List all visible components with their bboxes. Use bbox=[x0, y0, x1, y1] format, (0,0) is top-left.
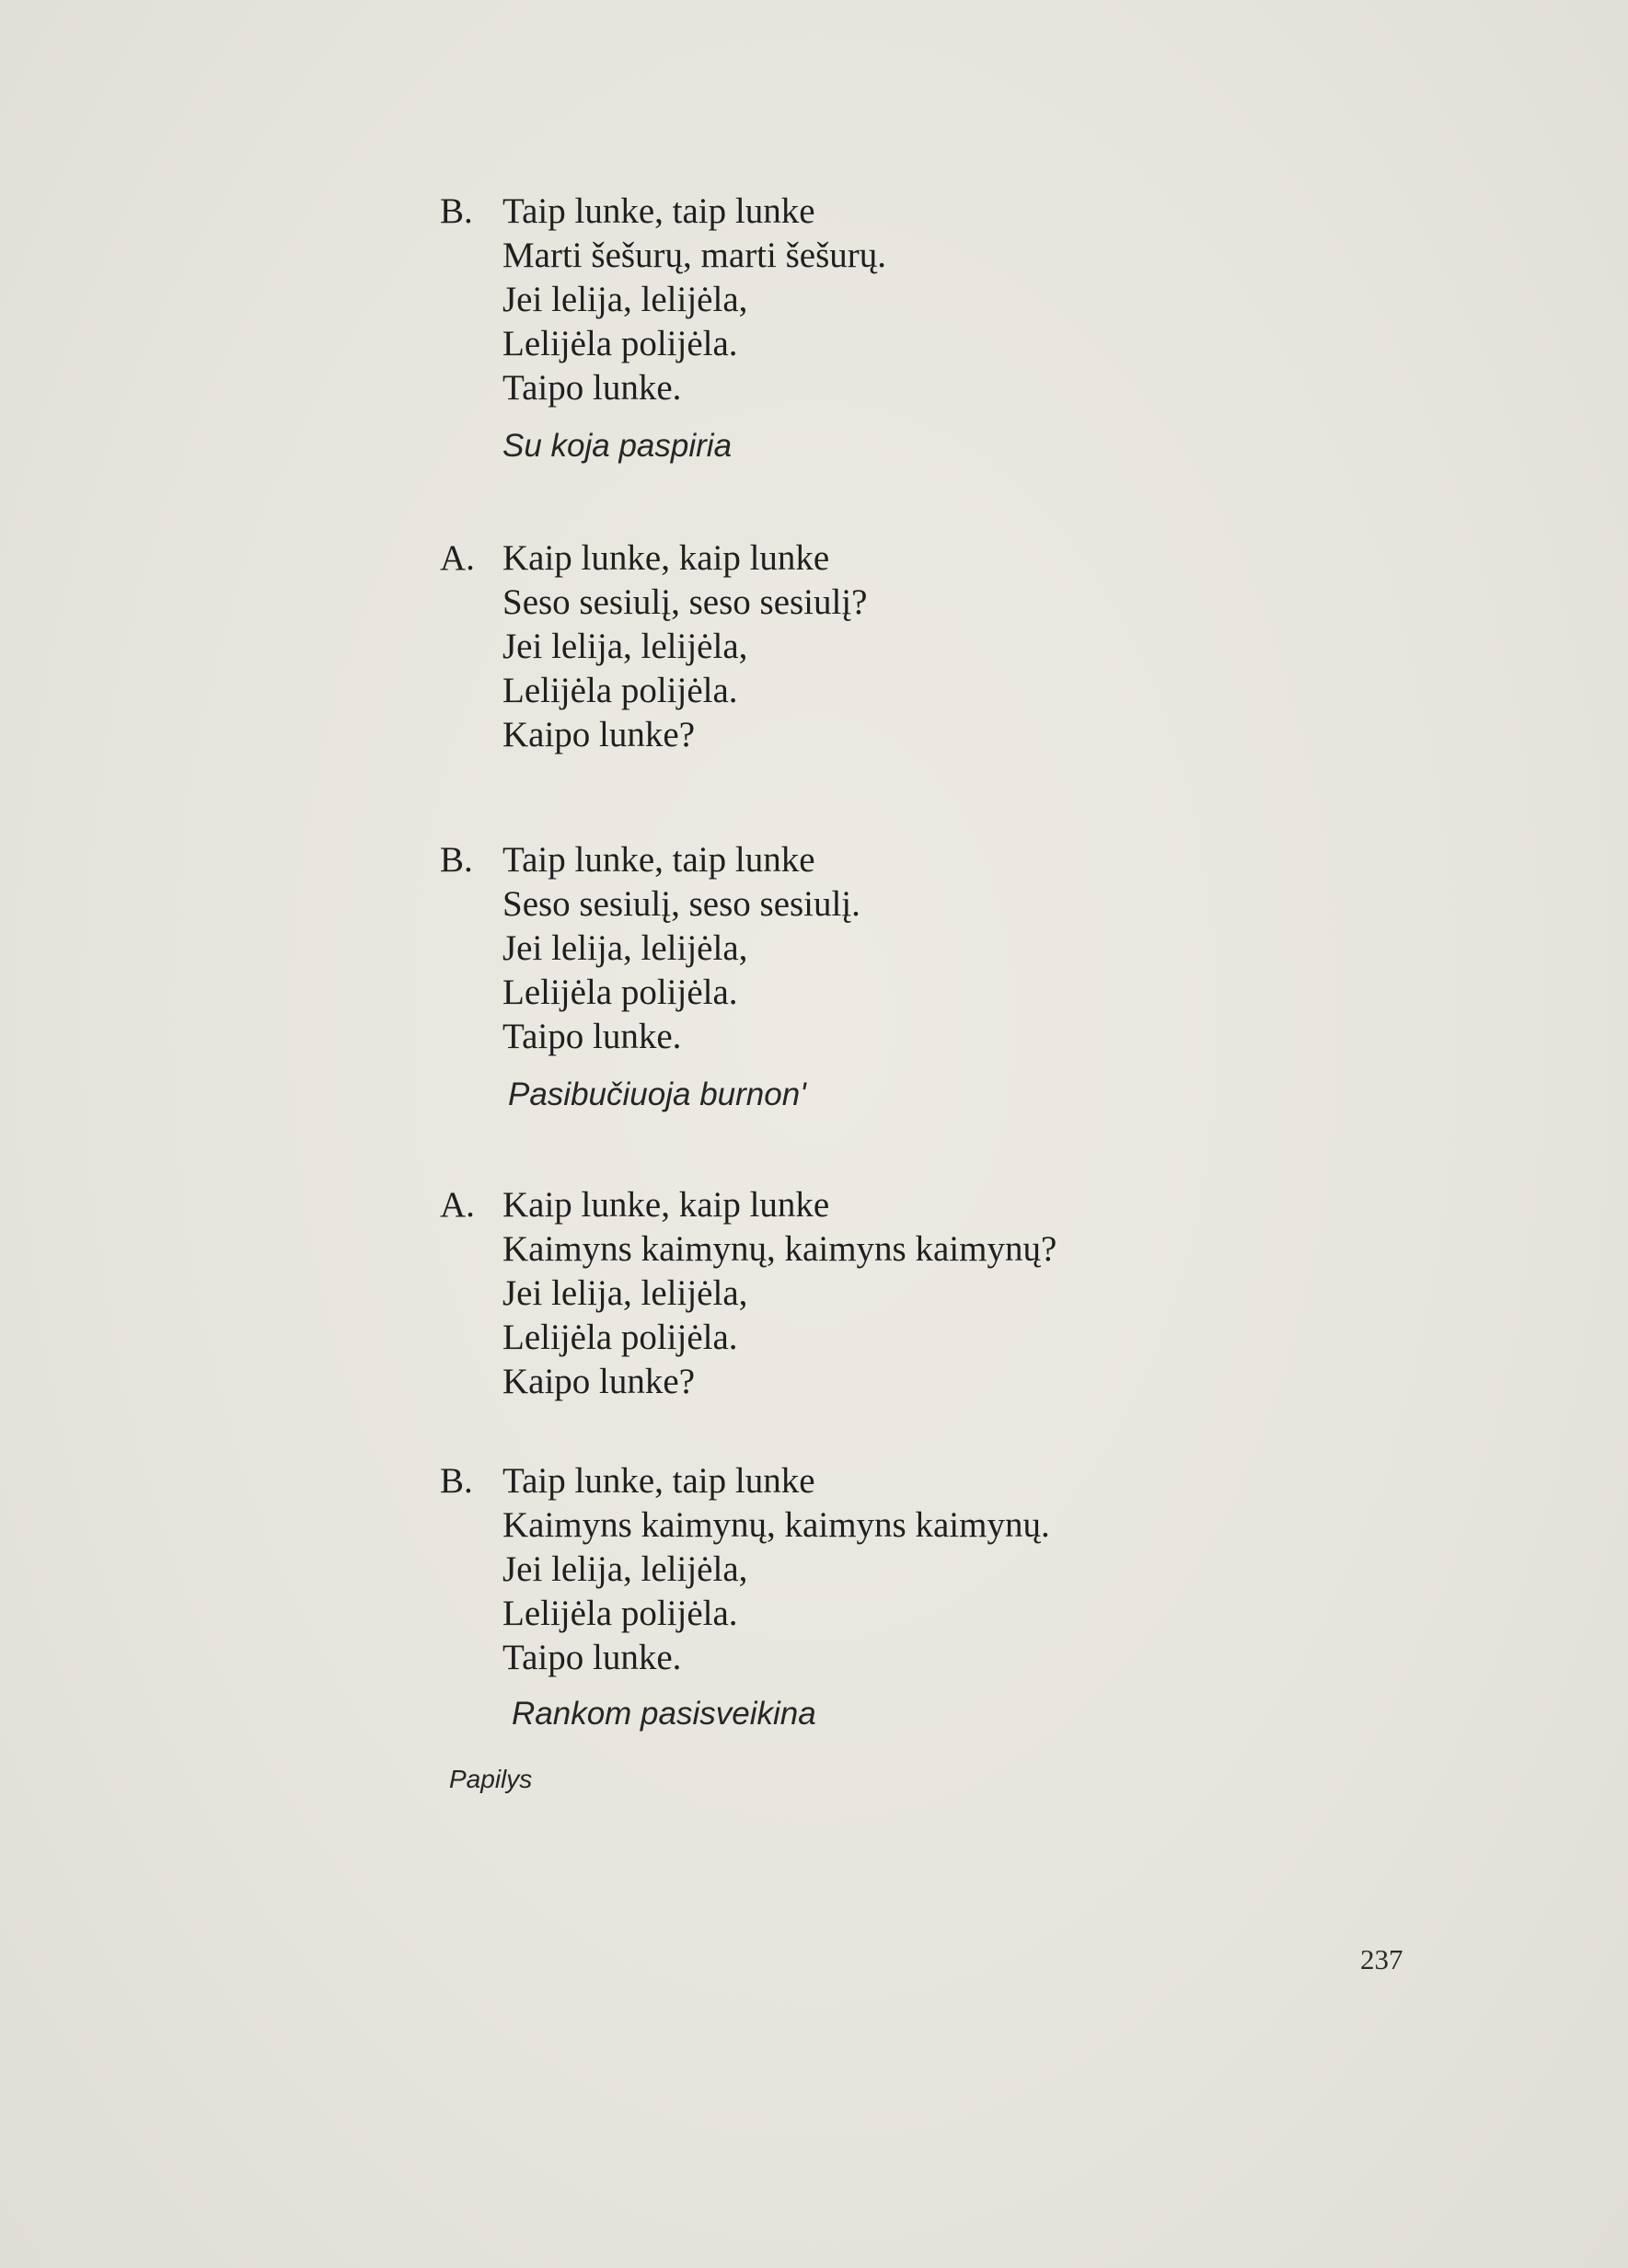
stanza-line bbox=[440, 1503, 1360, 1548]
stanza-line bbox=[440, 1015, 1360, 1059]
verse-text: Taipo lunke. bbox=[502, 1638, 682, 1677]
verse-text: Taip lunke, taip lunke bbox=[502, 840, 815, 880]
stanza-line bbox=[440, 234, 1360, 278]
verse-text: Kaimyns kaimynų, kaimyns kaimynų? bbox=[502, 1229, 1057, 1269]
speaker-label: B. bbox=[440, 191, 473, 231]
stanza-line bbox=[440, 1459, 1360, 1503]
verse-text: Kaipo lunke? bbox=[502, 715, 696, 754]
speaker-label: A. bbox=[440, 538, 475, 578]
verse-text: Lelijėla polijėla. bbox=[502, 324, 738, 363]
verse-text: Seso sesiulį, seso sesiulį? bbox=[502, 582, 868, 622]
stanza-line bbox=[440, 1316, 1360, 1360]
verse-text: Jei lelija, lelijėla, bbox=[502, 928, 748, 968]
verse-text: Kaimyns kaimynų, kaimyns kaimynų. bbox=[502, 1505, 1050, 1545]
speaker-label: B. bbox=[440, 1461, 473, 1501]
verse-text: Taip lunke, taip lunke bbox=[502, 191, 815, 231]
stanza-line bbox=[440, 625, 1360, 669]
verse-text: Marti šešurų, marti šešurų. bbox=[502, 236, 887, 275]
stanza-line bbox=[440, 1183, 1360, 1227]
stanza-line bbox=[440, 971, 1360, 1015]
verse-text: Kaip lunke, kaip lunke bbox=[502, 538, 830, 578]
stanza bbox=[440, 1459, 1360, 1680]
stanza-line bbox=[440, 1272, 1360, 1316]
stanza-line bbox=[440, 669, 1360, 713]
stanza bbox=[440, 1183, 1360, 1404]
source-location: Papilys bbox=[449, 1765, 533, 1793]
verse-text: Lelijėla polijėla. bbox=[502, 671, 738, 710]
verse-text: Taipo lunke. bbox=[502, 368, 682, 408]
verse-text: Jei lelija, lelijėla, bbox=[502, 1549, 748, 1589]
verse-text: Seso sesiulį, seso sesiulį. bbox=[502, 884, 860, 924]
verse-text: Lelijėla polijėla. bbox=[502, 1594, 738, 1633]
stanza bbox=[440, 536, 1360, 757]
stanza-line bbox=[440, 366, 1360, 410]
stage-direction: Rankom pasisveikina bbox=[512, 1696, 816, 1732]
stanza bbox=[440, 838, 1360, 1059]
speaker-label: A. bbox=[440, 1185, 475, 1225]
verse-text: Jei lelija, lelijėla, bbox=[502, 1273, 748, 1313]
stanza bbox=[440, 190, 1360, 410]
verse-text: Jei lelija, lelijėla, bbox=[502, 280, 748, 319]
stanza-line bbox=[440, 581, 1360, 625]
speaker-label: B. bbox=[440, 840, 473, 880]
verse-text: Jei lelija, lelijėla, bbox=[502, 627, 748, 666]
stanza-line bbox=[440, 322, 1360, 366]
stanza-line bbox=[440, 882, 1360, 927]
stage-direction: Su koja paspiria bbox=[502, 428, 733, 464]
stanza-line bbox=[440, 1636, 1360, 1680]
verse-text: Kaipo lunke? bbox=[502, 1362, 696, 1401]
stanza-line bbox=[440, 1227, 1360, 1272]
verse-text: Taipo lunke. bbox=[502, 1017, 682, 1056]
stanza-line bbox=[440, 1548, 1360, 1592]
stage-direction: Pasibučiuoja burnon' bbox=[508, 1076, 806, 1112]
verse-text: Lelijėla polijėla. bbox=[502, 973, 738, 1012]
stanza-line bbox=[440, 713, 1360, 757]
verse-text: Kaip lunke, kaip lunke bbox=[502, 1185, 830, 1225]
page-number: 237 bbox=[1360, 1943, 1403, 1975]
stanza-line bbox=[440, 1360, 1360, 1404]
stanza-line bbox=[440, 190, 1360, 234]
stanza-line bbox=[440, 278, 1360, 322]
verse-text: Taip lunke, taip lunke bbox=[502, 1461, 815, 1501]
stanza-line bbox=[440, 1592, 1360, 1636]
verse-text: Lelijėla polijėla. bbox=[502, 1318, 738, 1357]
stanza-line bbox=[440, 536, 1360, 581]
stanza-line bbox=[440, 838, 1360, 882]
stanza-line bbox=[440, 927, 1360, 971]
